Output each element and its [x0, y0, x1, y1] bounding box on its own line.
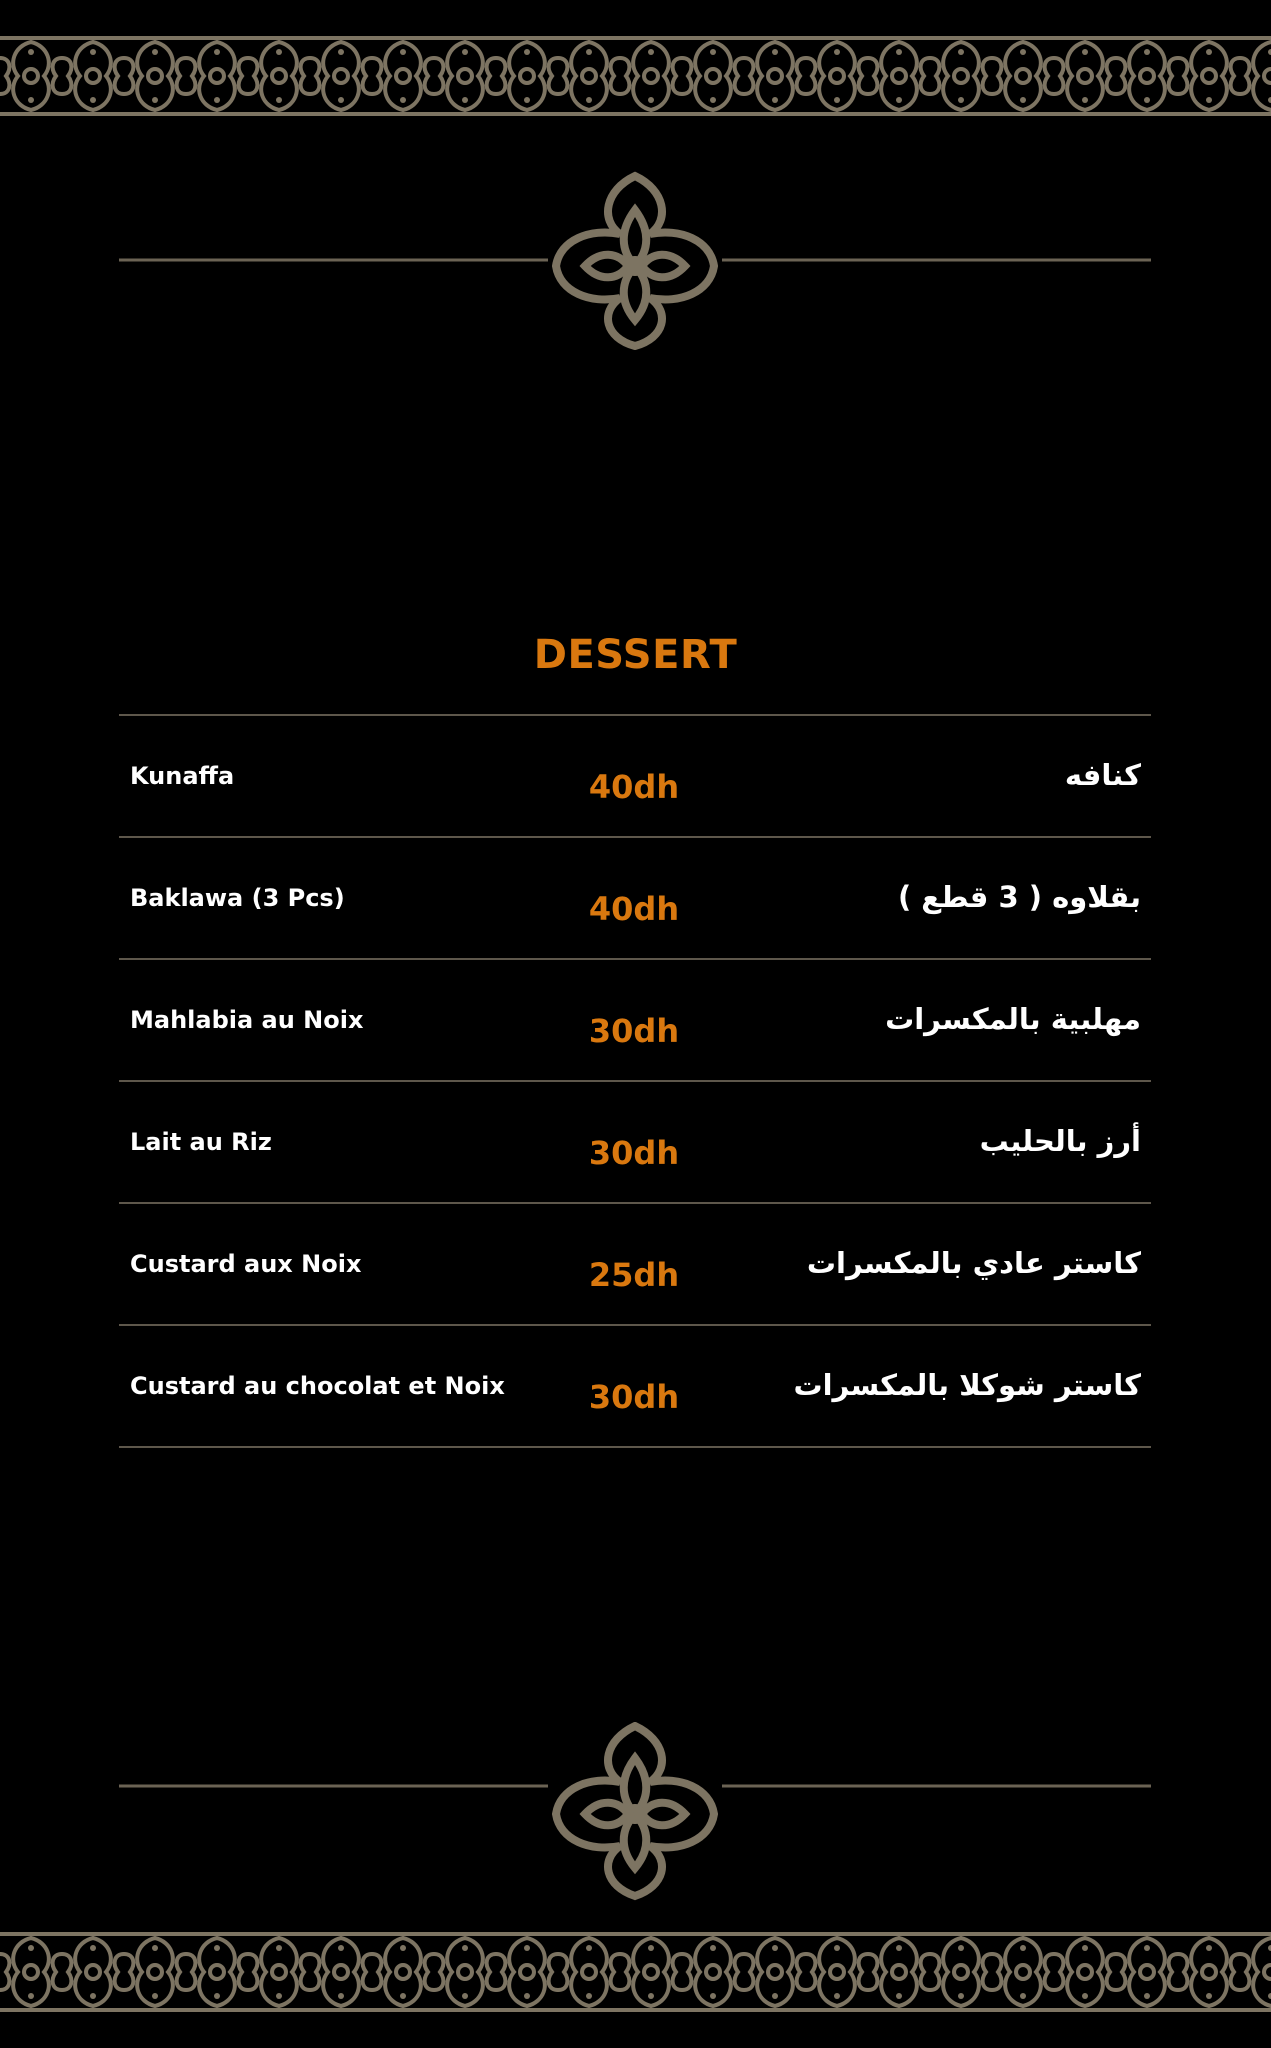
- item-name-fr: Mahlabia au Noix: [130, 1006, 364, 1034]
- item-name-fr: Custard aux Noix: [130, 1250, 362, 1278]
- item-name-fr: Baklawa (3 Pcs): [130, 884, 345, 912]
- item-price: 30dh: [588, 1378, 680, 1416]
- dessert-menu-list: [119, 714, 1151, 1448]
- bottom-medallion-divider: [0, 1722, 1271, 1902]
- item-price: 30dh: [588, 1012, 680, 1050]
- menu-item: [119, 1204, 1151, 1326]
- item-name-fr: Kunaffa: [130, 762, 235, 790]
- top-ornamental-border: [0, 36, 1271, 116]
- item-price: 30dh: [588, 1134, 680, 1172]
- top-medallion-divider: [0, 170, 1271, 350]
- item-price: 40dh: [588, 890, 680, 928]
- arabesque-medallion-icon: [556, 1726, 714, 1896]
- item-name-fr: Custard au chocolat et Noix: [130, 1372, 505, 1400]
- item-name-fr: Lait au Riz: [130, 1128, 272, 1156]
- arabesque-medallion-icon: [556, 176, 714, 346]
- bottom-ornamental-border: [0, 1932, 1271, 2012]
- menu-item: [119, 1326, 1151, 1448]
- item-name-ar: أرز بالحليب: [979, 1124, 1141, 1158]
- item-name-ar: مهلبية بالمكسرات: [885, 1002, 1141, 1036]
- menu-item: [119, 838, 1151, 960]
- section-title: DESSERT: [533, 632, 738, 678]
- item-price: 25dh: [588, 1256, 680, 1294]
- item-name-ar: كاستر عادي بالمكسرات: [806, 1246, 1141, 1280]
- menu-item: [119, 1082, 1151, 1204]
- menu-item: [119, 960, 1151, 1082]
- item-name-ar: بقلاوه ( 3 قطع ): [897, 880, 1141, 914]
- item-name-ar: كنافه: [1064, 758, 1141, 792]
- menu-item: [119, 716, 1151, 838]
- item-price: 40dh: [588, 768, 680, 806]
- item-name-ar: كاستر شوكلا بالمكسرات: [793, 1368, 1141, 1402]
